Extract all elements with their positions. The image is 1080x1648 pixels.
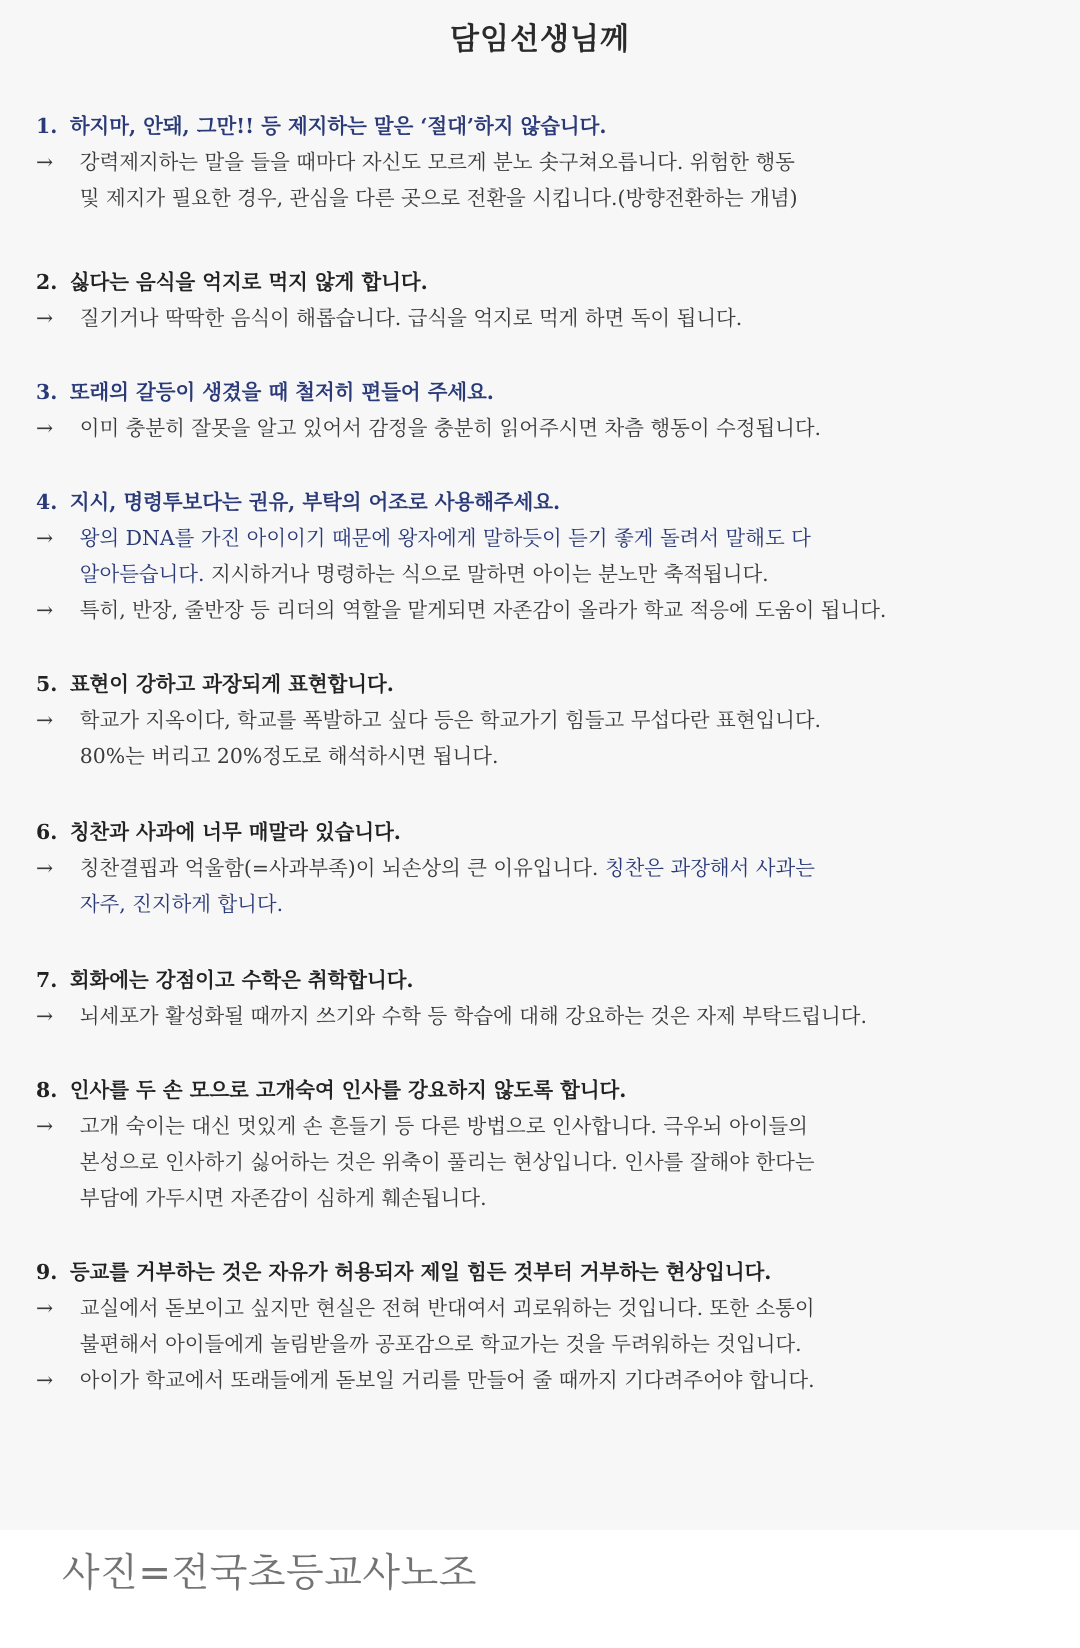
arrow-right-icon: → [36,306,54,330]
arrow-right-icon: → [36,1114,54,1138]
explanation-line [36,144,1041,180]
section-heading-text: 인사를 두 손 모으로 고개숙여 인사를 강요하지 않도록 합니다. [69,1078,627,1102]
section-heading-text: 칭찬과 사과에 너무 매말라 있습니다. [69,820,401,844]
section-heading [36,962,1041,998]
explanation-continuation [36,556,1041,592]
section-8 [36,1072,1046,1216]
section-number: 4. [36,490,58,514]
explanation-text: 지시하거나 명령하는 식으로 말하면 아이는 분노만 축적됩니다. [204,562,769,586]
explanation-text: 부담에 가두시면 자존감이 심하게 훼손됩니다. [79,1186,487,1210]
explanation-text: 자주, 진지하게 합니다. [79,892,284,916]
arrow-right-icon: → [36,1004,54,1028]
section-number: 1. [36,114,58,138]
photo-credit: 사진=전국초등교사노조 [62,1551,477,1596]
explanation-text: 칭찬은 과장해서 사과는 [604,856,815,880]
section-heading [36,484,1041,520]
section-heading-text: 싫다는 음식을 억지로 먹지 않게 합니다. [69,270,428,294]
section-heading [36,374,1041,410]
explanation-text: 불편해서 아이들에게 놀림받을까 공포감으로 학교가는 것을 두려워하는 것입니다. [79,1332,802,1356]
arrow-right-icon: → [36,526,54,550]
section-number: 6. [36,820,58,844]
explanation-continuation [36,1144,1041,1180]
section-number: 9. [36,1260,58,1284]
explanation-text: 왕의 DNA를 가진 아이이기 때문에 왕자에게 말하듯이 듣기 좋게 돌려서 말해도 다 [79,526,811,550]
section-heading-text: 회화에는 강점이고 수학은 취학합니다. [69,968,414,992]
explanation-line [36,592,1041,628]
explanation-text: 고개 숙이는 대신 멋있게 손 흔들기 등 다른 방법으로 인사합니다. 극우뇌 아이들의 [79,1114,808,1138]
explanation-line [36,1362,1041,1398]
arrow-right-icon: → [36,1368,54,1392]
section-6 [36,814,1046,922]
explanation-text: 아이가 학교에서 또래들에게 돋보일 거리를 만들어 줄 때까지 기다려주어야 합니다. [79,1368,815,1392]
section-number: 5. [36,672,58,696]
arrow-right-icon: → [36,708,54,732]
section-3 [36,374,1046,446]
section-heading-text: 등교를 거부하는 것은 자유가 허용되자 제일 힘든 것부터 거부하는 현상입니다. [69,1260,772,1284]
explanation-text: 이미 충분히 잘못을 알고 있어서 감정을 충분히 읽어주시면 차츰 행동이 수정됩니다. [79,416,822,440]
explanation-text: 학교가 지옥이다, 학교를 폭발하고 싶다 등은 학교가기 힘들고 무섭다란 표현입니다. [79,708,822,732]
explanation-text: 특히, 반장, 줄반장 등 리더의 역할을 맡게되면 자존감이 올라가 학교 적응에 도움이 됩니다. [79,598,887,622]
arrow-right-icon: → [36,598,54,622]
section-number: 3. [36,380,58,404]
explanation-text: 칭찬결핍과 억울함(=사과부족)이 뇌손상의 큰 이유입니다. [79,856,605,880]
section-heading-text: 표현이 강하고 과장되게 표현합니다. [69,672,394,696]
explanation-continuation [36,1326,1041,1362]
section-number: 7. [36,968,58,992]
explanation-line [36,410,1041,446]
section-4 [36,484,1046,628]
explanation-line [36,520,1041,556]
section-1 [36,108,1046,216]
section-9 [36,1254,1046,1398]
section-2 [36,264,1046,336]
section-7 [36,962,1046,1034]
explanation-text: 강력제지하는 말을 들을 때마다 자신도 모르게 분노 솟구쳐오릅니다. 위험한 행동 [79,150,795,174]
section-5 [36,666,1046,774]
section-heading-text: 또래의 갈등이 생겼을 때 철저히 편들어 주세요. [69,380,494,404]
explanation-line [36,1290,1041,1326]
section-number: 8. [36,1078,58,1102]
explanation-line [36,702,1041,738]
explanation-continuation [36,1180,1041,1216]
explanation-line [36,998,1041,1034]
explanation-continuation [36,180,1041,216]
explanation-text: 뇌세포가 활성화될 때까지 쓰기와 수학 등 학습에 대해 강요하는 것은 자제 부탁드립니다. [79,1004,867,1028]
explanation-line [36,1108,1041,1144]
explanation-text: 교실에서 돋보이고 싶지만 현실은 전혀 반대여서 괴로워하는 것입니다. 또한 소통이 [79,1296,815,1320]
arrow-right-icon: → [36,1296,54,1320]
explanation-text: 질기거나 딱딱한 음식이 해롭습니다. 급식을 억지로 먹게 하면 독이 됩니다. [79,306,743,330]
section-heading [36,814,1041,850]
explanation-text: 알아듣습니다. [79,562,205,586]
explanation-text: 본성으로 인사하기 싫어하는 것은 위축이 풀리는 현상입니다. 인사를 잘해야 한다는 [79,1150,815,1174]
explanation-line [36,850,1041,886]
section-heading [36,108,1041,144]
explanation-text: 80%는 버리고 20%정도로 해석하시면 됩니다. [79,744,499,768]
arrow-right-icon: → [36,856,54,880]
explanation-text: 및 제지가 필요한 경우, 관심을 다른 곳으로 전환을 시킵니다.(방향전환하는 개념) [79,186,798,210]
section-heading [36,666,1041,702]
arrow-right-icon: → [36,416,54,440]
section-heading-text: 하지마, 안돼, 그만!! 등 제지하는 말은 ‘절대’하지 않습니다. [69,114,607,138]
explanation-continuation [36,738,1041,774]
section-number: 2. [36,270,58,294]
section-heading-text: 지시, 명령투보다는 권유, 부탁의 어조로 사용해주세요. [69,490,561,514]
section-heading [36,1254,1041,1290]
explanation-line [36,300,1041,336]
arrow-right-icon: → [36,150,54,174]
section-heading [36,264,1041,300]
page-title: 담임선생님께 [450,22,630,57]
explanation-continuation [36,886,1041,922]
section-heading [36,1072,1041,1108]
